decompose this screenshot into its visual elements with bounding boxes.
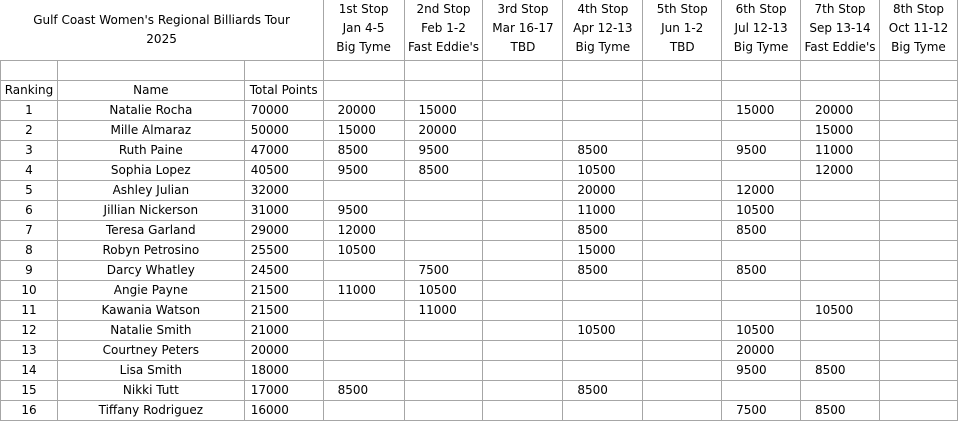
stop-points-cell[interactable]: 11000 xyxy=(801,141,880,161)
stop-points-cell[interactable]: 7500 xyxy=(404,261,483,281)
stop-points-cell[interactable] xyxy=(879,101,957,121)
stop-points-cell[interactable] xyxy=(879,161,957,181)
stop-header-4[interactable] xyxy=(563,0,643,61)
total-points-cell[interactable]: 21500 xyxy=(244,301,323,321)
name-cell[interactable]: Robyn Petrosino xyxy=(57,241,244,261)
ranking-cell[interactable]: 13 xyxy=(1,341,58,361)
stop-points-cell[interactable] xyxy=(643,101,722,121)
stop-date: Jan 4-5 xyxy=(342,21,385,35)
table-row xyxy=(1,141,958,161)
stop-points-cell[interactable]: 8500 xyxy=(563,261,643,281)
stop-points-cell[interactable]: 10500 xyxy=(722,321,801,341)
ranking-cell[interactable]: 1 xyxy=(1,101,58,121)
stop-points-cell[interactable] xyxy=(643,121,722,141)
stop-points-cell[interactable]: 8500 xyxy=(323,141,404,161)
stop-points-cell[interactable] xyxy=(483,281,563,301)
stop-points-cell[interactable] xyxy=(563,341,643,361)
stop-points-cell[interactable] xyxy=(404,241,483,261)
stop-points-cell[interactable] xyxy=(643,261,722,281)
table-row xyxy=(1,241,958,261)
stop-points-cell[interactable] xyxy=(323,261,404,281)
table-row xyxy=(1,361,958,381)
stop-points-cell[interactable] xyxy=(643,241,722,261)
stop-points-cell[interactable] xyxy=(483,221,563,241)
total-points-cell[interactable]: 16000 xyxy=(244,401,323,421)
stop-date: Feb 1-2 xyxy=(421,21,466,35)
ranking-cell[interactable]: 7 xyxy=(1,221,58,241)
ranking-cell[interactable]: 2 xyxy=(1,121,58,141)
stop-points-cell[interactable] xyxy=(879,241,957,261)
name-cell[interactable]: Tiffany Rodriguez xyxy=(57,401,244,421)
stop-points-cell[interactable] xyxy=(722,381,801,401)
stop-points-cell[interactable]: 10500 xyxy=(801,301,880,321)
table-row xyxy=(1,341,958,361)
stop-points-cell[interactable]: 9500 xyxy=(404,141,483,161)
cell[interactable] xyxy=(801,61,880,81)
cell[interactable] xyxy=(57,61,244,81)
table-row xyxy=(1,261,958,281)
stop-points-cell[interactable] xyxy=(879,121,957,141)
stop-points-cell[interactable] xyxy=(643,221,722,241)
ranking-cell[interactable]: 5 xyxy=(1,181,58,201)
stop-points-cell[interactable]: 15000 xyxy=(323,121,404,141)
stop-venue: Big Tyme xyxy=(891,40,946,54)
stop-points-cell[interactable] xyxy=(801,221,880,241)
stop-points-cell[interactable]: 9500 xyxy=(722,361,801,381)
stop-points-cell[interactable] xyxy=(879,281,957,301)
stop-points-cell[interactable] xyxy=(643,181,722,201)
total-points-cell[interactable]: 17000 xyxy=(244,381,323,401)
stop-points-cell[interactable] xyxy=(643,361,722,381)
ranking-cell[interactable]: 11 xyxy=(1,301,58,321)
stop-points-cell[interactable] xyxy=(404,321,483,341)
ranking-header[interactable]: Ranking xyxy=(1,81,58,101)
stop-points-cell[interactable]: 10500 xyxy=(323,241,404,261)
stop-points-cell[interactable] xyxy=(801,381,880,401)
stop-points-cell[interactable]: 8500 xyxy=(563,221,643,241)
stop-points-cell[interactable]: 8500 xyxy=(323,381,404,401)
total-points-cell[interactable]: 20000 xyxy=(244,341,323,361)
stop-points-cell[interactable] xyxy=(483,341,563,361)
stop-points-cell[interactable]: 9500 xyxy=(722,141,801,161)
total-points-cell[interactable]: 31000 xyxy=(244,201,323,221)
stop-name: 1st Stop xyxy=(338,2,389,16)
stop-name: 3rd Stop xyxy=(497,2,549,16)
table-row xyxy=(1,101,958,121)
total-points-cell[interactable]: 50000 xyxy=(244,121,323,141)
stop-points-cell[interactable]: 8500 xyxy=(563,381,643,401)
stop-name: 5th Stop xyxy=(656,2,708,16)
stop-points-cell[interactable] xyxy=(483,201,563,221)
stop-points-cell[interactable]: 11000 xyxy=(323,281,404,301)
stop-points-cell[interactable]: 15000 xyxy=(722,101,801,121)
ranking-cell[interactable]: 15 xyxy=(1,381,58,401)
stop-points-cell[interactable] xyxy=(563,301,643,321)
stop-points-cell[interactable] xyxy=(722,121,801,141)
stop-points-cell[interactable]: 11000 xyxy=(563,201,643,221)
name-cell[interactable]: Natalie Rocha xyxy=(57,101,244,121)
stop-points-cell[interactable] xyxy=(563,121,643,141)
stop-points-cell[interactable] xyxy=(722,241,801,261)
table-row xyxy=(1,201,958,221)
stop-venue: TBD xyxy=(510,40,536,54)
stop-points-cell[interactable] xyxy=(643,281,722,301)
name-cell[interactable]: Darcy Whatley xyxy=(57,261,244,281)
stop-header-3[interactable] xyxy=(483,0,563,61)
stop-points-cell[interactable]: 8500 xyxy=(404,161,483,181)
cell[interactable] xyxy=(483,81,563,101)
stop-points-cell[interactable] xyxy=(563,281,643,301)
ranking-cell[interactable]: 6 xyxy=(1,201,58,221)
table-row xyxy=(1,281,958,301)
table-row xyxy=(1,121,958,141)
stop-points-cell[interactable] xyxy=(483,241,563,261)
cell[interactable] xyxy=(801,81,880,101)
stop-venue: Fast Eddie's xyxy=(408,40,480,54)
stop-points-cell[interactable] xyxy=(404,341,483,361)
stop-points-cell[interactable]: 20000 xyxy=(801,101,880,121)
stop-points-cell[interactable] xyxy=(801,341,880,361)
name-cell[interactable]: Courtney Peters xyxy=(57,341,244,361)
cell[interactable] xyxy=(323,81,404,101)
stop-points-cell[interactable] xyxy=(801,321,880,341)
total-points-cell[interactable]: 47000 xyxy=(244,141,323,161)
table-row xyxy=(1,381,958,401)
stop-points-cell[interactable] xyxy=(879,301,957,321)
ranking-cell[interactable]: 12 xyxy=(1,321,58,341)
name-cell[interactable]: Mille Almaraz xyxy=(57,121,244,141)
stop-points-cell[interactable]: 12000 xyxy=(722,181,801,201)
stop-points-cell[interactable] xyxy=(643,381,722,401)
stop-points-cell[interactable]: 9500 xyxy=(323,161,404,181)
cell[interactable] xyxy=(404,81,483,101)
stop-points-cell[interactable]: 20000 xyxy=(563,181,643,201)
cell[interactable] xyxy=(643,61,722,81)
cell[interactable] xyxy=(643,81,722,101)
total-points-cell[interactable]: 40500 xyxy=(244,161,323,181)
stop-points-cell[interactable]: 8500 xyxy=(801,401,880,421)
cell[interactable] xyxy=(722,81,801,101)
stop-header-7[interactable] xyxy=(801,0,880,61)
ranking-cell[interactable]: 8 xyxy=(1,241,58,261)
stop-points-cell[interactable] xyxy=(643,161,722,181)
stop-points-cell[interactable] xyxy=(801,241,880,261)
stop-points-cell[interactable] xyxy=(483,141,563,161)
total-points-cell[interactable]: 24500 xyxy=(244,261,323,281)
stop-header-6[interactable] xyxy=(722,0,801,61)
stop-points-cell[interactable] xyxy=(643,141,722,161)
total-points-cell[interactable]: 21000 xyxy=(244,321,323,341)
total-points-cell[interactable]: 21500 xyxy=(244,281,323,301)
name-header[interactable]: Name xyxy=(57,81,244,101)
stop-points-cell[interactable]: 10500 xyxy=(563,161,643,181)
stop-points-cell[interactable]: 15000 xyxy=(801,121,880,141)
stop-points-cell[interactable] xyxy=(879,361,957,381)
stop-points-cell[interactable]: 7500 xyxy=(722,401,801,421)
stop-points-cell[interactable]: 12000 xyxy=(323,221,404,241)
name-cell[interactable]: Jillian Nickerson xyxy=(57,201,244,221)
stop-points-cell[interactable] xyxy=(879,261,957,281)
stop-points-cell[interactable]: 8500 xyxy=(563,141,643,161)
ranking-cell[interactable]: 3 xyxy=(1,141,58,161)
stop-points-cell[interactable] xyxy=(879,341,957,361)
stop-points-cell[interactable]: 11000 xyxy=(404,301,483,321)
title-cell[interactable] xyxy=(1,0,324,61)
stop-points-cell[interactable]: 8500 xyxy=(801,361,880,381)
cell[interactable] xyxy=(879,81,957,101)
table-row xyxy=(1,221,958,241)
stop-points-cell[interactable] xyxy=(323,321,404,341)
name-cell[interactable]: Sophia Lopez xyxy=(57,161,244,181)
stop-name: 6th Stop xyxy=(735,2,787,16)
ranking-cell[interactable]: 14 xyxy=(1,361,58,381)
stop-date: Jun 1-2 xyxy=(661,21,704,35)
total-points-cell[interactable]: 32000 xyxy=(244,181,323,201)
name-cell[interactable]: Nikki Tutt xyxy=(57,381,244,401)
stop-points-cell[interactable] xyxy=(879,221,957,241)
ranking-cell[interactable]: 4 xyxy=(1,161,58,181)
stop-points-cell[interactable]: 9500 xyxy=(323,201,404,221)
ranking-cell[interactable]: 10 xyxy=(1,281,58,301)
stop-points-cell[interactable] xyxy=(404,181,483,201)
stop-header-2[interactable] xyxy=(404,0,483,61)
stop-points-cell[interactable] xyxy=(483,301,563,321)
stop-points-cell[interactable] xyxy=(323,301,404,321)
name-cell[interactable]: Ashley Julian xyxy=(57,181,244,201)
stop-points-cell[interactable] xyxy=(643,301,722,321)
stop-points-cell[interactable] xyxy=(483,101,563,121)
stop-points-cell[interactable] xyxy=(722,301,801,321)
stop-points-cell[interactable] xyxy=(801,201,880,221)
stop-points-cell[interactable]: 8500 xyxy=(722,221,801,241)
stop-points-cell[interactable] xyxy=(323,181,404,201)
stop-points-cell[interactable] xyxy=(879,381,957,401)
stop-points-cell[interactable] xyxy=(404,201,483,221)
name-cell[interactable]: Angie Payne xyxy=(57,281,244,301)
stop-points-cell[interactable] xyxy=(483,321,563,341)
stop-name: 7th Stop xyxy=(814,2,866,16)
table-row xyxy=(1,181,958,201)
stop-points-cell[interactable]: 15000 xyxy=(404,101,483,121)
cell[interactable] xyxy=(483,61,563,81)
spacer-row xyxy=(1,61,958,81)
stop-points-cell[interactable] xyxy=(801,261,880,281)
name-cell[interactable]: Lisa Smith xyxy=(57,361,244,381)
stop-points-cell[interactable] xyxy=(483,161,563,181)
cell[interactable] xyxy=(1,61,58,81)
title-line-1: Gulf Coast Women's Regional Billiards Tour xyxy=(33,13,290,27)
stop-points-cell[interactable] xyxy=(483,121,563,141)
stop-points-cell[interactable] xyxy=(801,281,880,301)
stop-date: Mar 16-17 xyxy=(492,21,554,35)
stop-points-cell[interactable]: 20000 xyxy=(404,121,483,141)
stop-points-cell[interactable]: 12000 xyxy=(801,161,880,181)
total-points-header[interactable]: Total Points xyxy=(244,81,323,101)
cell[interactable] xyxy=(563,61,643,81)
total-points-cell[interactable]: 18000 xyxy=(244,361,323,381)
name-cell[interactable]: Teresa Garland xyxy=(57,221,244,241)
stop-points-cell[interactable] xyxy=(563,101,643,121)
cell[interactable] xyxy=(323,61,404,81)
stop-points-cell[interactable] xyxy=(404,221,483,241)
stop-name: 4th Stop xyxy=(577,2,629,16)
stop-venue: TBD xyxy=(669,40,695,54)
stop-date: Apr 12-13 xyxy=(573,21,633,35)
stop-venue: Big Tyme xyxy=(336,40,391,54)
cell[interactable] xyxy=(404,61,483,81)
total-points-cell[interactable]: 29000 xyxy=(244,221,323,241)
total-points-cell[interactable]: 25500 xyxy=(244,241,323,261)
total-points-cell[interactable]: 70000 xyxy=(244,101,323,121)
stop-points-cell[interactable] xyxy=(643,341,722,361)
stop-header-8[interactable] xyxy=(879,0,957,61)
stop-venue: Fast Eddie's xyxy=(804,40,876,54)
stop-points-cell[interactable] xyxy=(404,381,483,401)
stop-header-5[interactable] xyxy=(643,0,722,61)
stop-points-cell[interactable] xyxy=(879,201,957,221)
stop-points-cell[interactable] xyxy=(643,201,722,221)
stop-points-cell[interactable]: 10500 xyxy=(563,321,643,341)
stop-points-cell[interactable] xyxy=(879,141,957,161)
stop-points-cell[interactable]: 10500 xyxy=(404,281,483,301)
ranking-cell[interactable]: 9 xyxy=(1,261,58,281)
table-row xyxy=(1,161,958,181)
title-line-2: 2025 xyxy=(146,32,177,46)
cell[interactable] xyxy=(244,61,323,81)
stop-points-cell[interactable] xyxy=(643,321,722,341)
stop-points-cell[interactable] xyxy=(483,181,563,201)
stop-points-cell[interactable] xyxy=(879,181,957,201)
stop-points-cell[interactable] xyxy=(722,281,801,301)
ranking-cell[interactable]: 16 xyxy=(1,401,58,421)
stop-points-cell[interactable]: 10500 xyxy=(722,201,801,221)
name-cell[interactable]: Natalie Smith xyxy=(57,321,244,341)
stop-date: Oct 11-12 xyxy=(888,21,949,35)
stop-points-cell[interactable] xyxy=(801,181,880,201)
stop-date: Sep 13-14 xyxy=(809,21,871,35)
cell[interactable] xyxy=(722,61,801,81)
stop-points-cell[interactable]: 15000 xyxy=(563,241,643,261)
stop-venue: Big Tyme xyxy=(733,40,789,54)
name-cell[interactable]: Kawania Watson xyxy=(57,301,244,321)
stop-points-cell[interactable] xyxy=(563,361,643,381)
table-row xyxy=(1,321,958,341)
stop-venue: Big Tyme xyxy=(575,40,631,54)
cell[interactable] xyxy=(563,81,643,101)
stop-points-cell[interactable] xyxy=(722,161,801,181)
table-row xyxy=(1,301,958,321)
stop-points-cell[interactable] xyxy=(404,361,483,381)
header-row xyxy=(1,0,958,61)
column-header-row xyxy=(1,81,958,101)
stop-date: Jul 12-13 xyxy=(734,21,788,35)
stop-name: 2nd Stop xyxy=(416,2,471,16)
stop-points-cell[interactable] xyxy=(879,321,957,341)
stop-points-cell[interactable] xyxy=(483,381,563,401)
stop-points-cell[interactable] xyxy=(323,361,404,381)
stop-points-cell[interactable]: 20000 xyxy=(722,341,801,361)
cell[interactable] xyxy=(879,61,957,81)
stop-points-cell[interactable] xyxy=(323,341,404,361)
stop-header-1[interactable] xyxy=(323,0,404,61)
stop-name: 8th Stop xyxy=(892,2,945,16)
stop-points-cell[interactable]: 20000 xyxy=(323,101,404,121)
stop-points-cell[interactable]: 8500 xyxy=(722,261,801,281)
stop-points-cell[interactable] xyxy=(483,361,563,381)
name-cell[interactable]: Ruth Paine xyxy=(57,141,244,161)
stop-points-cell[interactable] xyxy=(483,261,563,281)
